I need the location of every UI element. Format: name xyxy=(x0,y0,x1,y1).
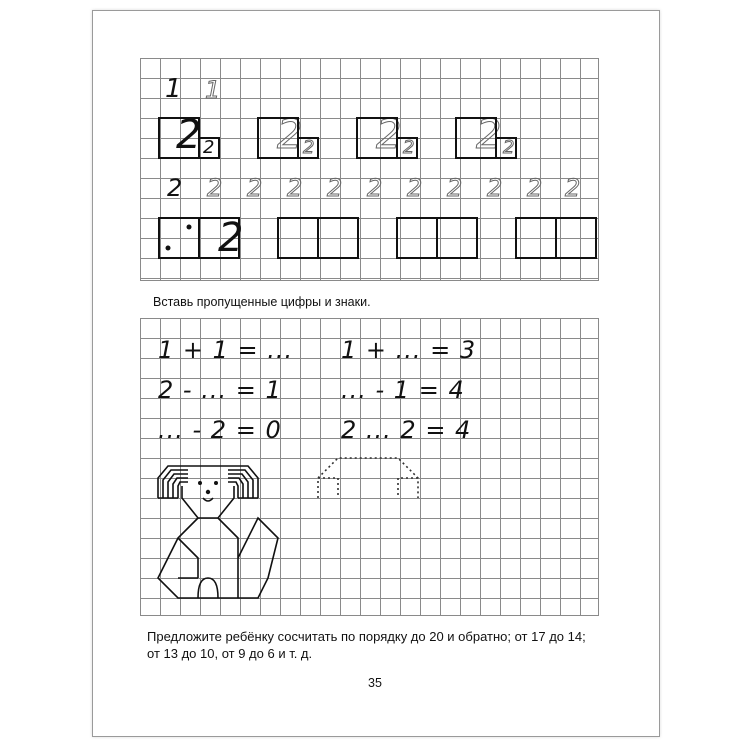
equation-right-3: 2 ... 2 = 4 xyxy=(341,416,472,444)
digit-two-trace-large: 2 xyxy=(277,112,303,158)
equation-left-3: ... - 2 = 0 xyxy=(158,416,282,444)
digit-two-trace: 2 xyxy=(565,174,581,202)
digit-one-trace: 1 xyxy=(205,76,221,104)
digit-two-trace: 2 xyxy=(247,174,263,202)
digit-two-trace: 2 xyxy=(487,174,503,202)
digit-two-trace-large: 2 xyxy=(476,112,502,158)
digit-two-sample: 2 xyxy=(167,174,183,202)
digit-two-small: 2 xyxy=(203,137,215,158)
digit-box-group xyxy=(159,118,219,158)
equation-left-1: 1 + 1 = ... xyxy=(158,336,294,364)
digit-two-trace: 2 xyxy=(207,174,223,202)
instruction-text: Вставь пропущенные цифры и знаки. xyxy=(153,295,371,309)
digit-two-large: 2 xyxy=(176,112,202,158)
digit-two-trace-small: 2 xyxy=(303,137,315,158)
digit-two-trace-large: 2 xyxy=(376,112,402,158)
domino-dots xyxy=(166,225,192,251)
digit-two-trace-small: 2 xyxy=(403,137,415,158)
equation-left-2: 2 - ... = 1 xyxy=(158,376,282,404)
digit-one-sample: 1 xyxy=(165,74,182,104)
digit-two-trace: 2 xyxy=(527,174,543,202)
dog-figure xyxy=(158,466,278,598)
domino-box xyxy=(159,218,239,258)
domino-box xyxy=(397,218,477,258)
domino-box xyxy=(278,218,358,258)
parent-note: Предложите ребёнку сосчитать по порядку до 20 и обратно; от 17 до 14; от 13 до 10, от 9 до 6 и т. д. xyxy=(147,629,586,661)
equation-right-1: 1 + ... = 3 xyxy=(341,336,477,364)
digit-box-group xyxy=(456,118,516,158)
digit-two-trace: 2 xyxy=(407,174,423,202)
page-number: 35 xyxy=(368,676,382,690)
digit-two-trace: 2 xyxy=(447,174,463,202)
domino-box xyxy=(516,218,596,258)
digit-two-trace: 2 xyxy=(287,174,303,202)
digit-two-trace: 2 xyxy=(367,174,383,202)
digit-two-trace: 2 xyxy=(327,174,343,202)
digit-box-group xyxy=(357,118,417,158)
domino-digit-two: 2 xyxy=(218,215,244,261)
dashed-outline-shape xyxy=(318,458,418,498)
dog-face-dots xyxy=(198,481,218,494)
digit-box-group xyxy=(258,118,318,158)
digit-two-trace-small: 2 xyxy=(503,137,515,158)
equation-right-2: ... - 1 = 4 xyxy=(341,376,465,404)
